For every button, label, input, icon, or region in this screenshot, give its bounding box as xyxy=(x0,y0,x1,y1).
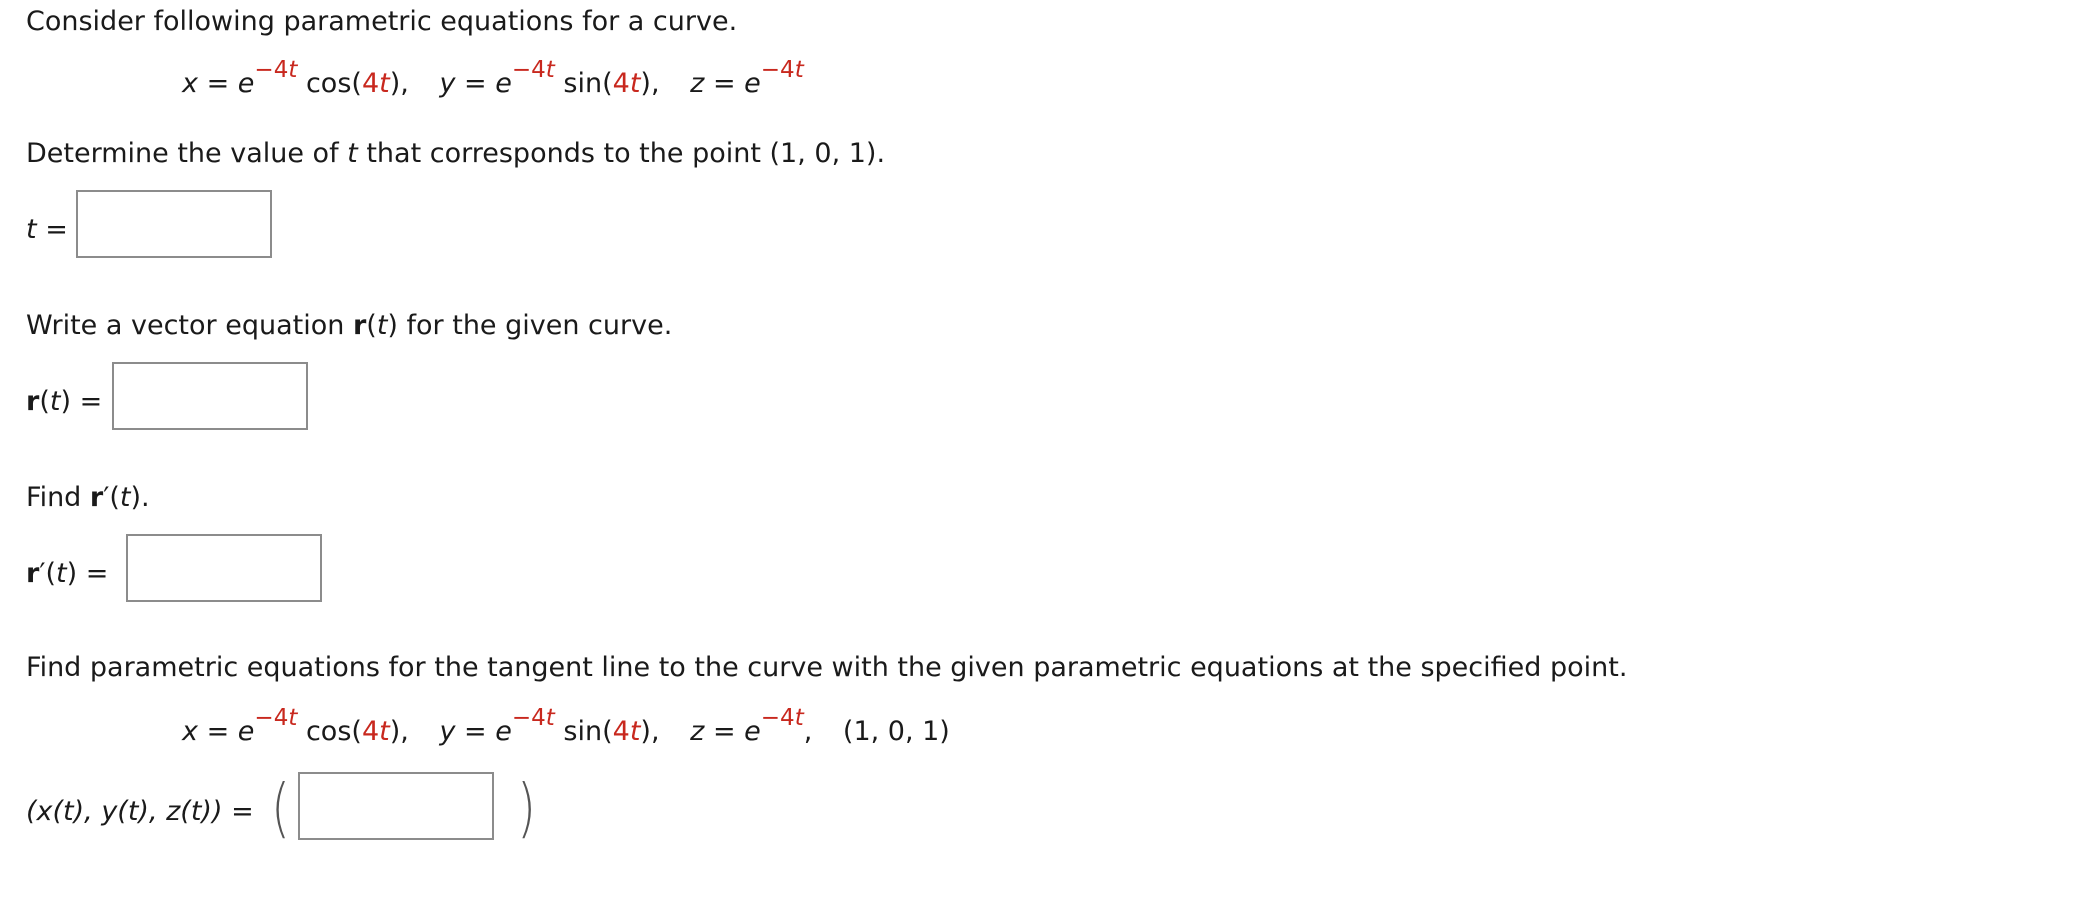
r-answer-input[interactable] xyxy=(112,362,308,430)
parametric-equations: $x = e^{-4t}$ cos(4t), $y = e^{-4t}$ sin(4t), $z = e^{-4t}$ xyxy=(182,57,804,99)
tangent-parametric-equations: $x = e^{-4t}$ cos(4t), $y = e^{-4t}$ sin(4t), $z = e^{-4t}$, (1, 0, 1) xyxy=(182,705,950,747)
close-paren: ) xyxy=(517,772,536,846)
tangent-answer-input[interactable] xyxy=(298,772,494,840)
t-answer-input[interactable] xyxy=(76,190,272,258)
r-prime-answer-input[interactable] xyxy=(126,534,322,602)
q1-prompt: Determine the value of t that corresponds to the point (1, 0, 1). xyxy=(26,138,886,169)
q4-label: (x(t), y(t), z(t)) = xyxy=(26,796,254,827)
q2-label: r(t) = xyxy=(26,386,103,417)
q3-label: r′(t) = xyxy=(26,558,109,589)
open-paren: ( xyxy=(271,772,290,846)
tangent-point: (1, 0, 1) xyxy=(842,716,950,747)
q3-prompt: Find r′(t). xyxy=(26,482,150,513)
q2-prompt: Write a vector equation r(t) for the given curve. xyxy=(26,310,673,341)
q4-prompt: Find parametric equations for the tangent line to the curve with the given parametric equations at the specified point. xyxy=(26,652,1628,683)
intro-text: Consider following parametric equations for a curve. xyxy=(26,6,738,37)
q1-label: t = xyxy=(26,214,68,245)
